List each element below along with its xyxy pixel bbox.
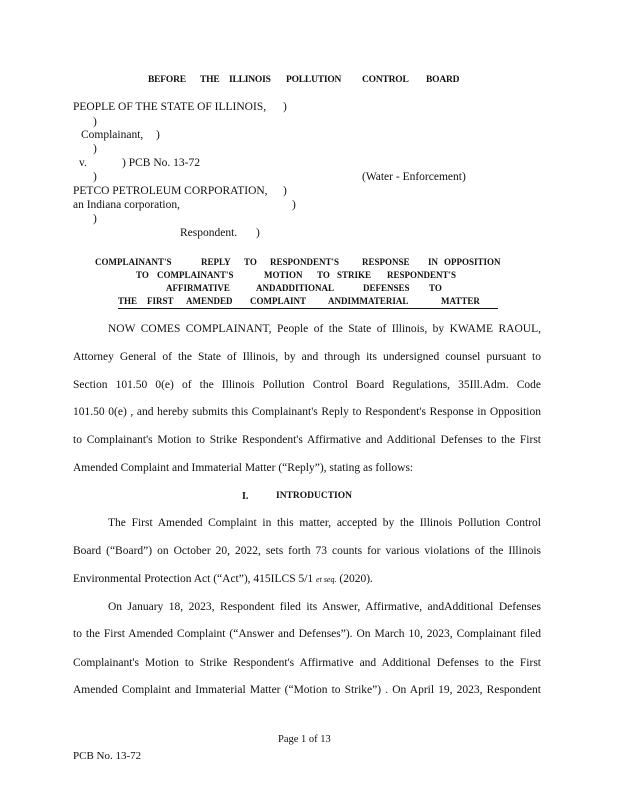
caption-pcb-number: ) PCB No. 13-72 (122, 157, 200, 169)
act-citation: Environmental Protection Act (“Act”), 415ILCS 5/1 (73, 573, 314, 585)
caption-paren: ) (256, 227, 260, 239)
header-word-illinois: ILLINOIS (229, 75, 271, 85)
citation-year: (2020). (339, 573, 373, 585)
paragraph-line: Board (“Board”) on October 20, 2022, sets forth 73 counts for various violations of the Illinois (73, 545, 541, 557)
title-word: OPPOSITION (444, 257, 501, 267)
section-title: INTRODUCTION (276, 491, 353, 501)
title-word: AFFIRMATIVE (166, 283, 230, 293)
title-word: TO (429, 283, 442, 293)
intro-line: to Complainant's Motion to Strike Respondent's Affirmative and Additional Defenses to the First (73, 434, 541, 446)
title-word: TO (244, 257, 257, 267)
title-word: AMENDED (186, 296, 233, 306)
paragraph-line (73, 573, 373, 585)
title-word: ANDIMMATERIAL (328, 296, 409, 306)
title-word: DEFENSES (363, 283, 410, 293)
et-seq: et seq. (316, 575, 337, 584)
intro-line: Attorney General of the State of Illinois, by and through its undersigned counsel pursuant to (73, 351, 541, 363)
title-word: COMPLAINANT'S (95, 257, 172, 267)
caption-paren: ) (93, 213, 97, 225)
page-number: Page 1 of 13 (278, 734, 331, 745)
caption-paren: ) (93, 143, 97, 155)
title-word: RESPONDENT'S (270, 257, 340, 267)
title-word: COMPLAINANT'S (157, 270, 234, 280)
caption-petco: PETCO PETROLEUM CORPORATION, (73, 185, 268, 197)
title-word: STRIKE (337, 270, 372, 280)
header-word-control: CONTROL (362, 75, 409, 85)
title-word: RESPONDENT'S (387, 270, 457, 280)
title-word: TO (317, 270, 330, 280)
caption-paren: ) (283, 101, 287, 113)
title-word: THE (118, 296, 138, 306)
footer-pcb-number: PCB No. 13-72 (73, 750, 142, 762)
caption-paren: ) (93, 116, 97, 128)
intro-line: 101.50 0(e) , and hereby submits this Complainant's Reply to Respondent's Response in Opposition (73, 406, 541, 418)
intro-line: NOW COMES COMPLAINANT, People of the State of Illinois, by KWAME RAOUL, (108, 323, 541, 335)
caption-complainant: Complainant, (81, 129, 144, 141)
title-word: IN (428, 257, 439, 267)
caption-respondent: Respondent. (180, 227, 238, 239)
header-word-before: BEFORE (148, 75, 186, 85)
caption-paren: ) (93, 171, 97, 183)
paragraph-line: On January 18, 2023, Respondent filed its Answer, Affirmative, andAdditional Defenses (108, 601, 541, 613)
title-word: RESPONSE (362, 257, 410, 267)
caption-paren: ) (283, 185, 287, 197)
caption-paren: ) (156, 129, 160, 141)
header-word-the: THE (200, 75, 220, 85)
title-word: MATTER (441, 296, 480, 306)
title-word: FIRST (147, 296, 174, 306)
paragraph-line: The First Amended Complaint in this matter, accepted by the Illinois Pollution Control (108, 517, 541, 529)
paragraph-line: to the First Amended Complaint (“Answer and Defenses”). On March 10, 2023, Complainant filed (73, 628, 541, 640)
header-word-board: BOARD (426, 75, 460, 85)
paragraph-line: Complainant's Motion to Strike Respondent's Affirmative and Additional Defenses to the First (73, 657, 541, 669)
header-word-pollution: POLLUTION (286, 75, 342, 85)
title-word: ANDADDITIONAL (256, 283, 335, 293)
title-word: MOTION (264, 270, 303, 280)
caption-paren: ) (292, 199, 296, 211)
paragraph-line: Amended Complaint and Immaterial Matter (“Motion to Strike”) . On April 19, 2023, Respondent (73, 684, 541, 696)
caption-v: v. (79, 157, 87, 169)
title-word: COMPLAINT (250, 296, 306, 306)
intro-line: Amended Complaint and Immaterial Matter (“Reply”), stating as follows: (73, 462, 414, 474)
title-word: REPLY (201, 257, 231, 267)
caption-water-enforcement: (Water - Enforcement) (362, 171, 466, 183)
caption-people: PEOPLE OF THE STATE OF ILLINOIS, (73, 101, 267, 113)
intro-line: Section 101.50 0(e) of the Illinois Pollution Control Board Regulations, 35Ill.Adm. Code (73, 379, 541, 391)
section-number: I. (242, 491, 249, 502)
caption-indiana: an Indiana corporation, (73, 199, 180, 211)
title-word: TO (136, 270, 149, 280)
